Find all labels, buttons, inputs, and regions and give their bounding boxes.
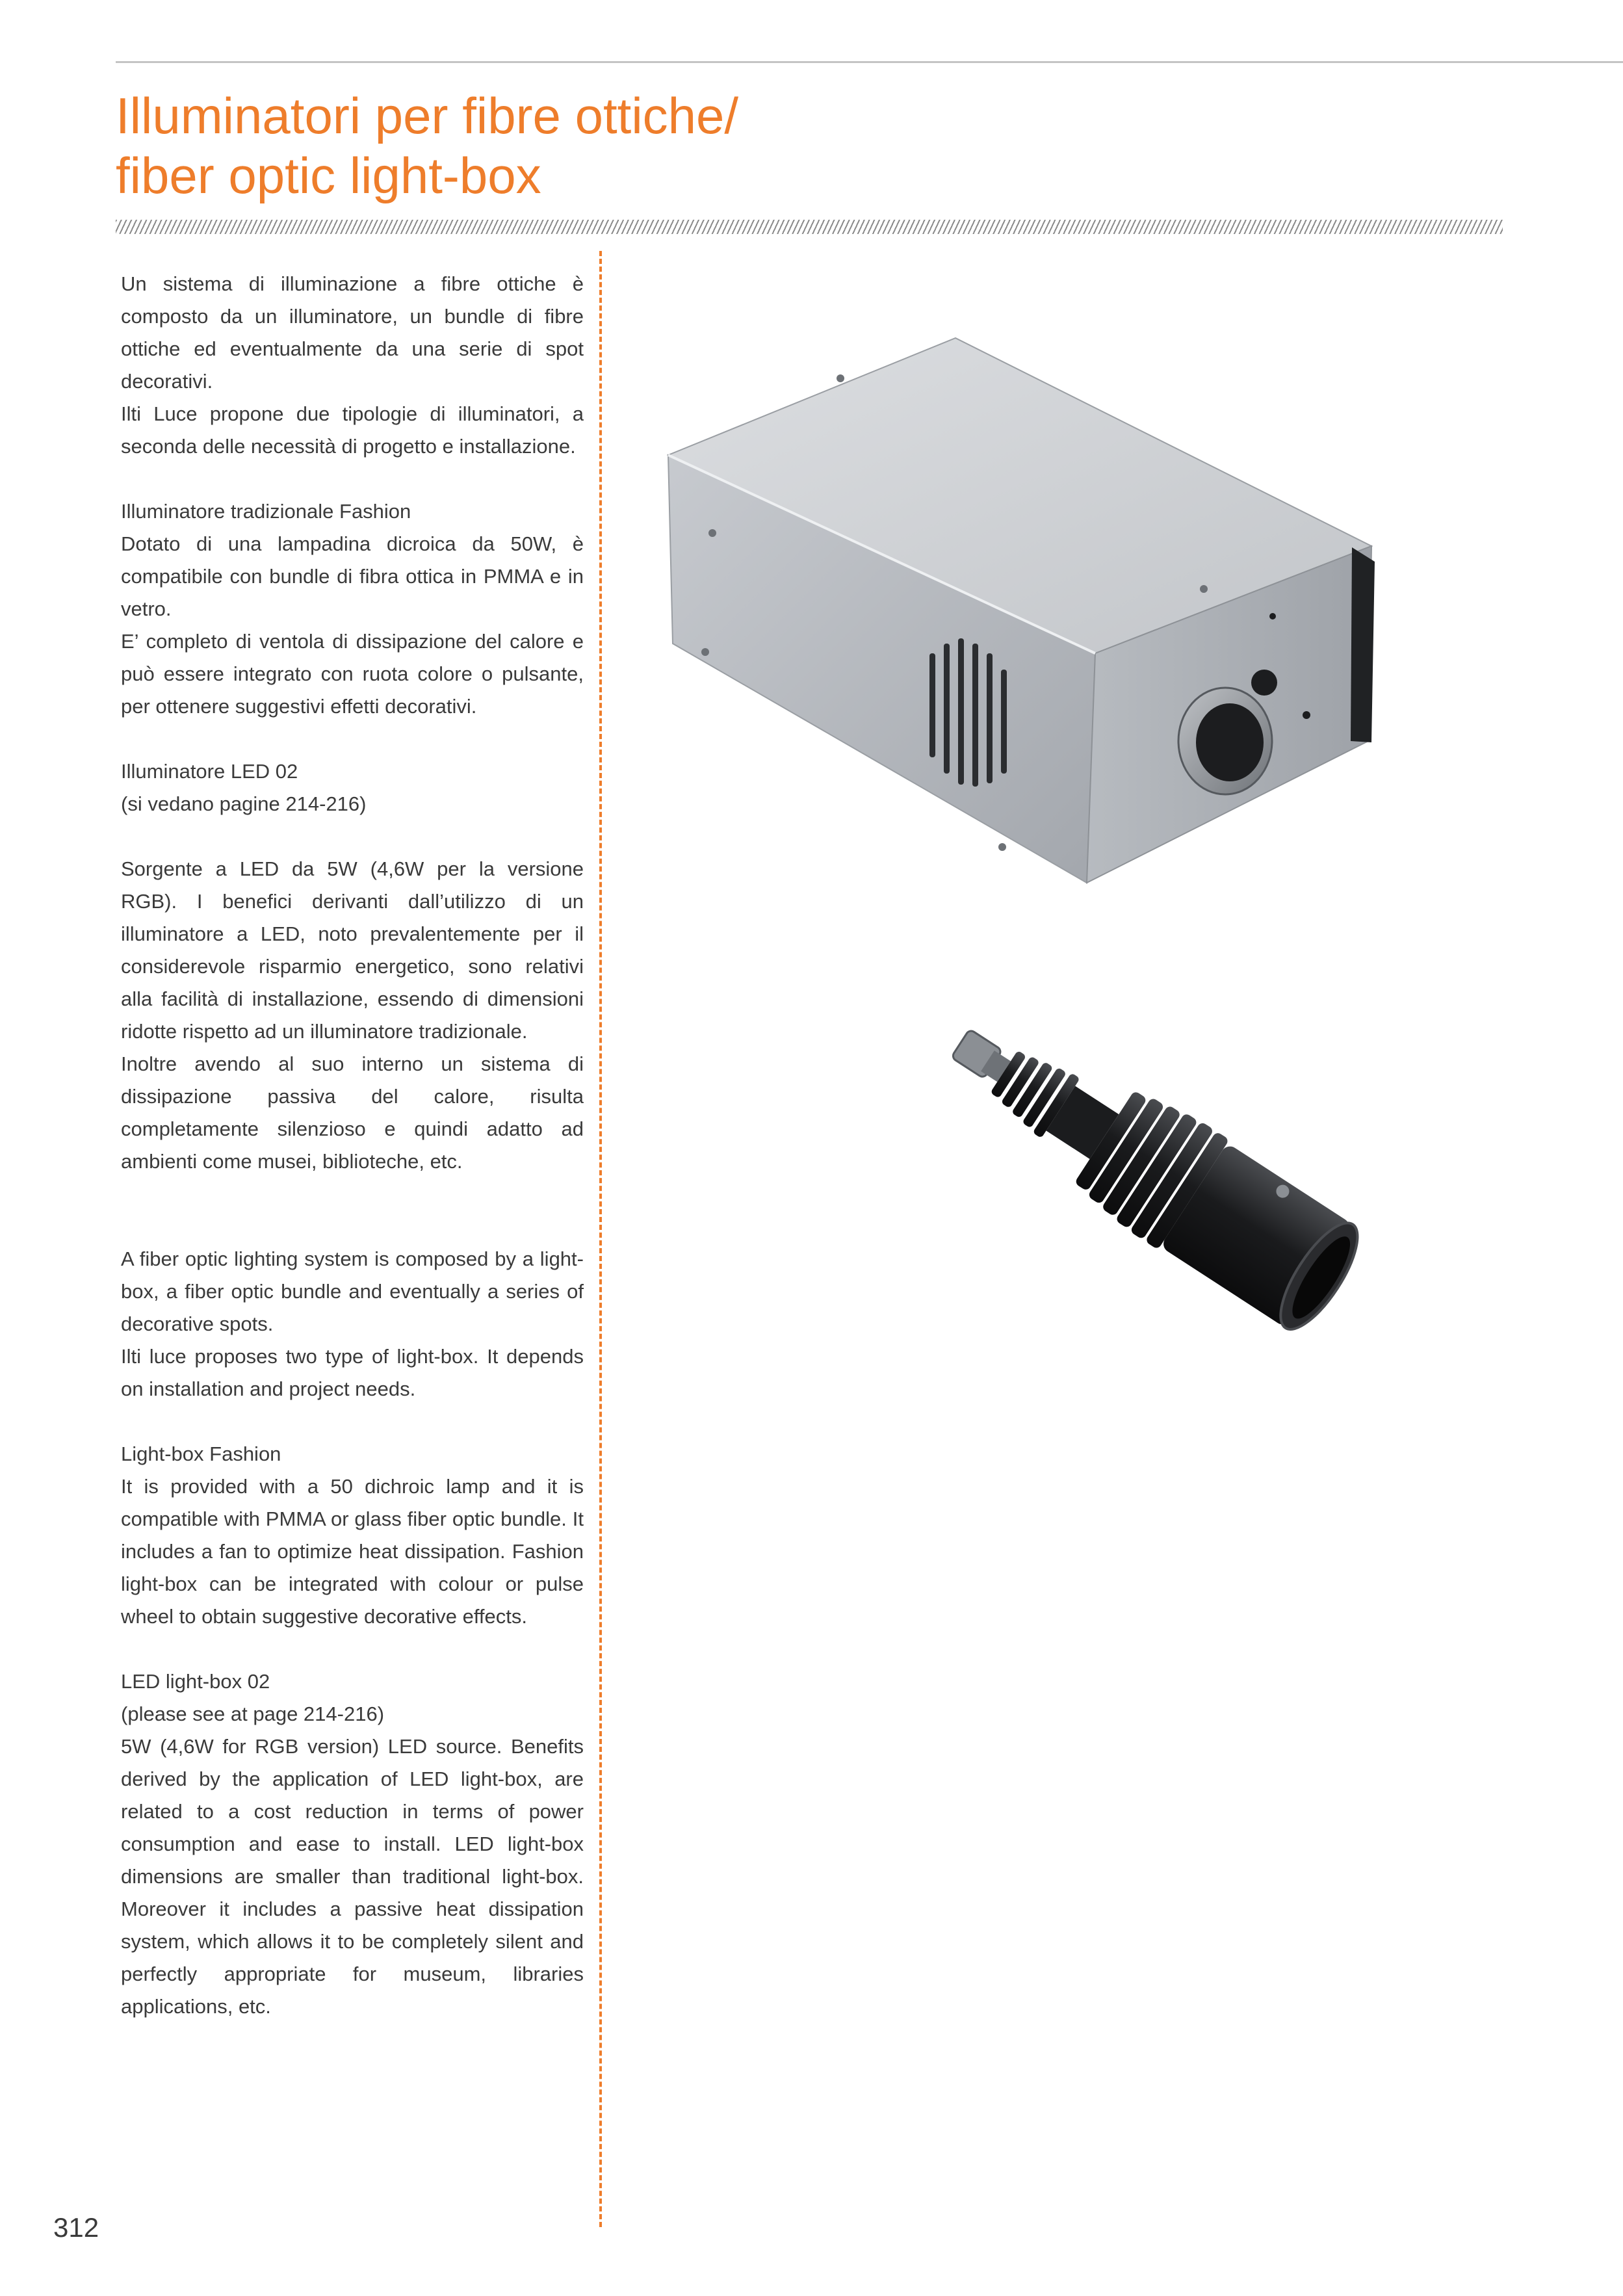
it-intro-1: Un sistema di illuminazione a fibre ottiche è composto da un illuminatore, un bundle di fibre ottiche ed eventualmente da una serie di spot decorativi. <box>121 272 584 393</box>
page-title <box>116 86 1091 205</box>
en-intro-2: Ilti luce proposes two type of light-box. It depends on installation and project needs. <box>121 1345 584 1400</box>
led-light-box-image <box>910 982 1404 1359</box>
it-led-1: Sorgente a LED da 5W (4,6W per la versione RGB). I benefici derivanti dall’utilizzo di un illuminatore a LED, noto prevalentemente per il considerevole risparmio energetico, sono relativi alla facilità di installazione, essendo di dimensioni ridotte rispetto ad un illuminatore tradizionale. <box>121 857 584 1043</box>
top-rule <box>116 61 1623 63</box>
it-fashion-2: E’ completo di ventola di dissipazione del calore e può essere integrato con ruota colore o pulsante, per ottenere suggestivi effetti decorativi. <box>121 630 584 718</box>
en-led-1: 5W (4,6W for RGB version) LED source. Benefits derived by the application of LED light-box, are related to a cost reduction in terms of power consumption and ease to install. LED light-box dimensions are smaller than traditional light-box. Moreover it includes a passive heat dissipation system, which allows it to be completely silent and perfectly appropriate for museum, libraries applications, etc. <box>121 1735 584 2018</box>
en-fashion-heading: Light-box Fashion <box>121 1442 281 1465</box>
en-led-reference: (please see at page 214-216) <box>121 1702 385 1725</box>
en-fashion-1: It is provided with a 50 dichroic lamp and it is compatible with PMMA or glass fiber optic bundle. It includes a fan to optimize heat dissipation. Fashion light-box can be integrated with colour or pulse wheel to obtain suggestive decorative effects. <box>121 1475 584 1628</box>
page-number: 312 <box>53 2212 99 2243</box>
title-line-2: fiber optic light-box <box>116 147 541 204</box>
en-intro-1: A fiber optic lighting system is composed by a light-box, a fiber optic bundle and eventually a series of decorative spots. <box>121 1247 584 1335</box>
en-led-heading: LED light-box 02 <box>121 1670 270 1693</box>
text-column <box>121 268 584 2023</box>
it-led-heading: Illuminatore LED 02 <box>121 760 298 783</box>
it-led-2: Inoltre avendo al suo interno un sistema di dissipazione passiva del calore, risulta completamente silenzioso e quindi adatto ad ambienti come musei, biblioteche, etc. <box>121 1052 584 1173</box>
it-fashion-1: Dotato di una lampadina dicroica da 50W, è compatibile con bundle di fibra ottica in PMMA e in vetro. <box>121 532 584 620</box>
it-led-reference: (si vedano pagine 214-216) <box>121 792 367 815</box>
hatched-divider <box>116 220 1503 234</box>
it-intro-2: Ilti Luce propone due tipologie di illuminatori, a seconda delle necessità di progetto e installazione. <box>121 402 584 458</box>
title-line-1: Illuminatori per fibre ottiche/ <box>116 87 739 144</box>
fashion-light-box-image <box>656 325 1404 910</box>
it-fashion-heading: Illuminatore tradizionale Fashion <box>121 500 411 523</box>
dashed-column-divider <box>599 251 602 2227</box>
